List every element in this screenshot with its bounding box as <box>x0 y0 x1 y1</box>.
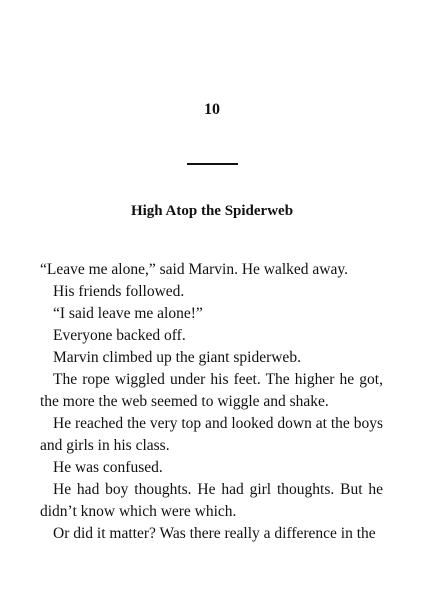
chapter-body <box>40 259 383 545</box>
paragraph: Marvin climbed up the giant spiderweb. <box>53 349 301 366</box>
paragraph: Or did it matter? Was there really a difference in the <box>53 525 376 542</box>
paragraph: He reached the very top and looked down at the boys and girls in his class. <box>40 415 383 454</box>
paragraph: “I said leave me alone!” <box>53 305 203 322</box>
chapter-number: 10 <box>204 101 220 118</box>
paragraph: He had boy thoughts. He had girl thoughts. But he didn’t know which were which. <box>40 481 383 520</box>
paragraph: His friends followed. <box>53 283 185 300</box>
paragraph: He was confused. <box>53 459 163 476</box>
paragraph: Everyone backed off. <box>53 327 186 344</box>
paragraph: “Leave me alone,” said Marvin. He walked away. <box>40 261 348 278</box>
chapter-divider <box>187 163 238 165</box>
paragraph: The rope wiggled under his feet. The higher he got, the more the web seemed to wiggle and shake. <box>40 371 383 410</box>
chapter-title: High Atop the Spiderweb <box>130 203 294 219</box>
